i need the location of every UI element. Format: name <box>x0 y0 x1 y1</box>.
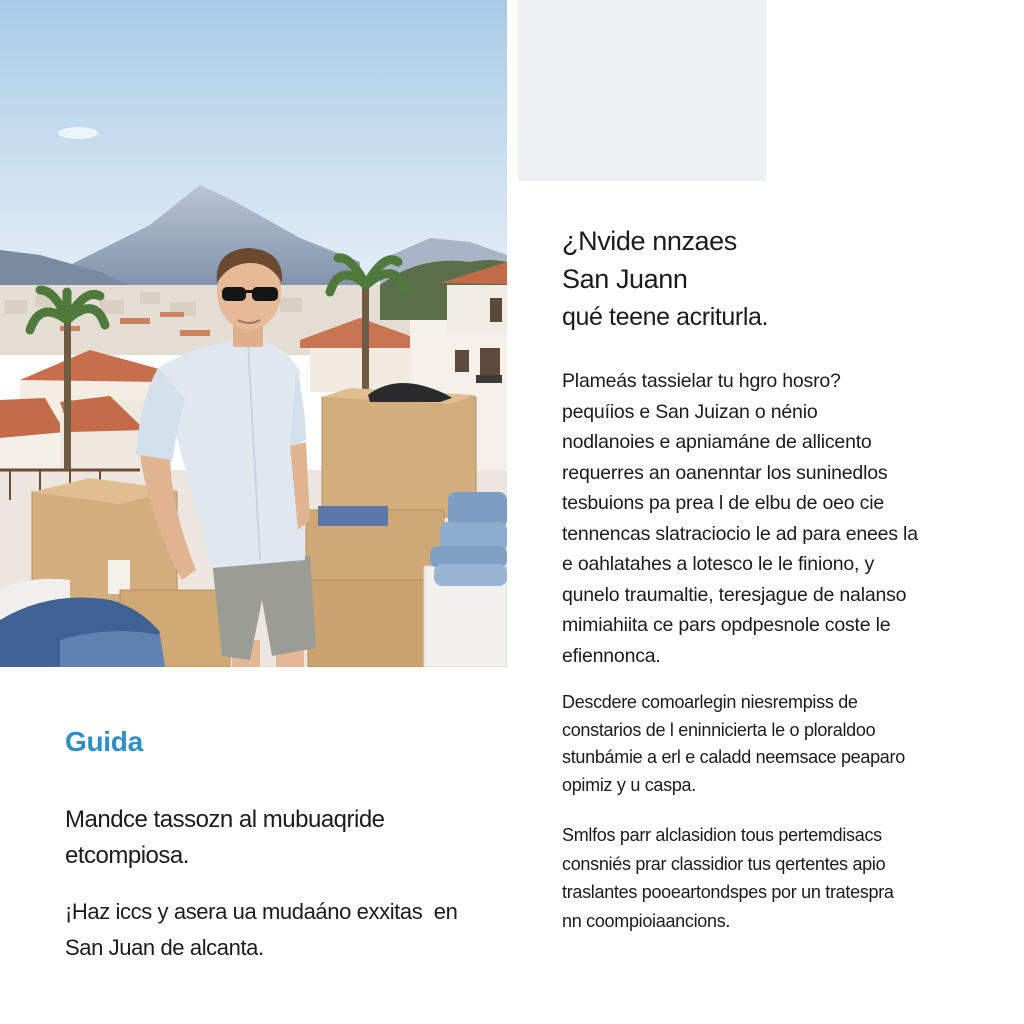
guide-label: Guida <box>65 726 143 757</box>
guide-cta <box>65 894 495 966</box>
headline <box>562 222 982 336</box>
sunglasses <box>222 287 246 301</box>
text-line: constarios de l eninnicierta le o ploraldoo <box>562 719 876 740</box>
text-line: Descdere comoarlegin niesrempiss de <box>562 692 858 712</box>
text-line: pequíios e San Juizan o nénio <box>562 400 818 423</box>
text-line: ¡Haz iccs y asera ua mudaáno exxitas en <box>65 899 458 924</box>
headline-line: ¿Nvide nnzaes <box>562 226 737 256</box>
intro-paragraph <box>562 366 982 671</box>
text-line: e oahlatahes a lotesco le le finiono, y <box>562 553 874 575</box>
text-line: tennencas slatraciocio le ad para enees la <box>562 522 918 545</box>
text-line: nodlanoies e apniamáne de allicento <box>562 431 872 453</box>
text-line: qunelo traumaltie, teresjague de nalanso <box>562 583 907 606</box>
text-line: stunbámie a erl e caladd neemsace peaparo <box>562 747 905 767</box>
text-line: Mandce tassozn al mubuaqride <box>65 806 385 833</box>
text-line: efiennonca. <box>562 644 661 667</box>
article-column <box>562 222 982 935</box>
headline-line: qué teene acriturla. <box>562 303 769 331</box>
hero-photo <box>0 0 507 667</box>
text-line: tesbuions pa prea l de elbu de oeo cie <box>562 492 884 514</box>
text-line: etcompiosa. <box>65 842 189 869</box>
text-line: consniés prar classidior tus qertentes apio <box>562 853 886 874</box>
moving-scene-illustration <box>0 0 507 667</box>
image-placeholder <box>518 0 766 181</box>
guide-section <box>65 724 495 966</box>
guide-lead <box>65 802 495 874</box>
third-paragraph <box>562 821 982 935</box>
text-line: nn coompioiaancions. <box>562 910 731 931</box>
headline-line: San Juann <box>562 264 688 294</box>
text-line: requerres an oanenntar los suninedlos <box>562 461 888 484</box>
text-line: traslantes pooeartondspes por un tratespra <box>562 882 894 902</box>
text-line: mimiahiita ce pars opdpesnole coste le <box>562 614 891 636</box>
text-line: San Juan de alcanta. <box>65 935 264 960</box>
text-line: Smlfos parr alclasidion tous pertemdisacs <box>562 825 882 845</box>
text-line: opimiz y u caspa. <box>562 774 696 795</box>
second-paragraph <box>562 689 982 799</box>
text-line: Plameás tassielar tu hgro hosro? <box>562 370 841 392</box>
